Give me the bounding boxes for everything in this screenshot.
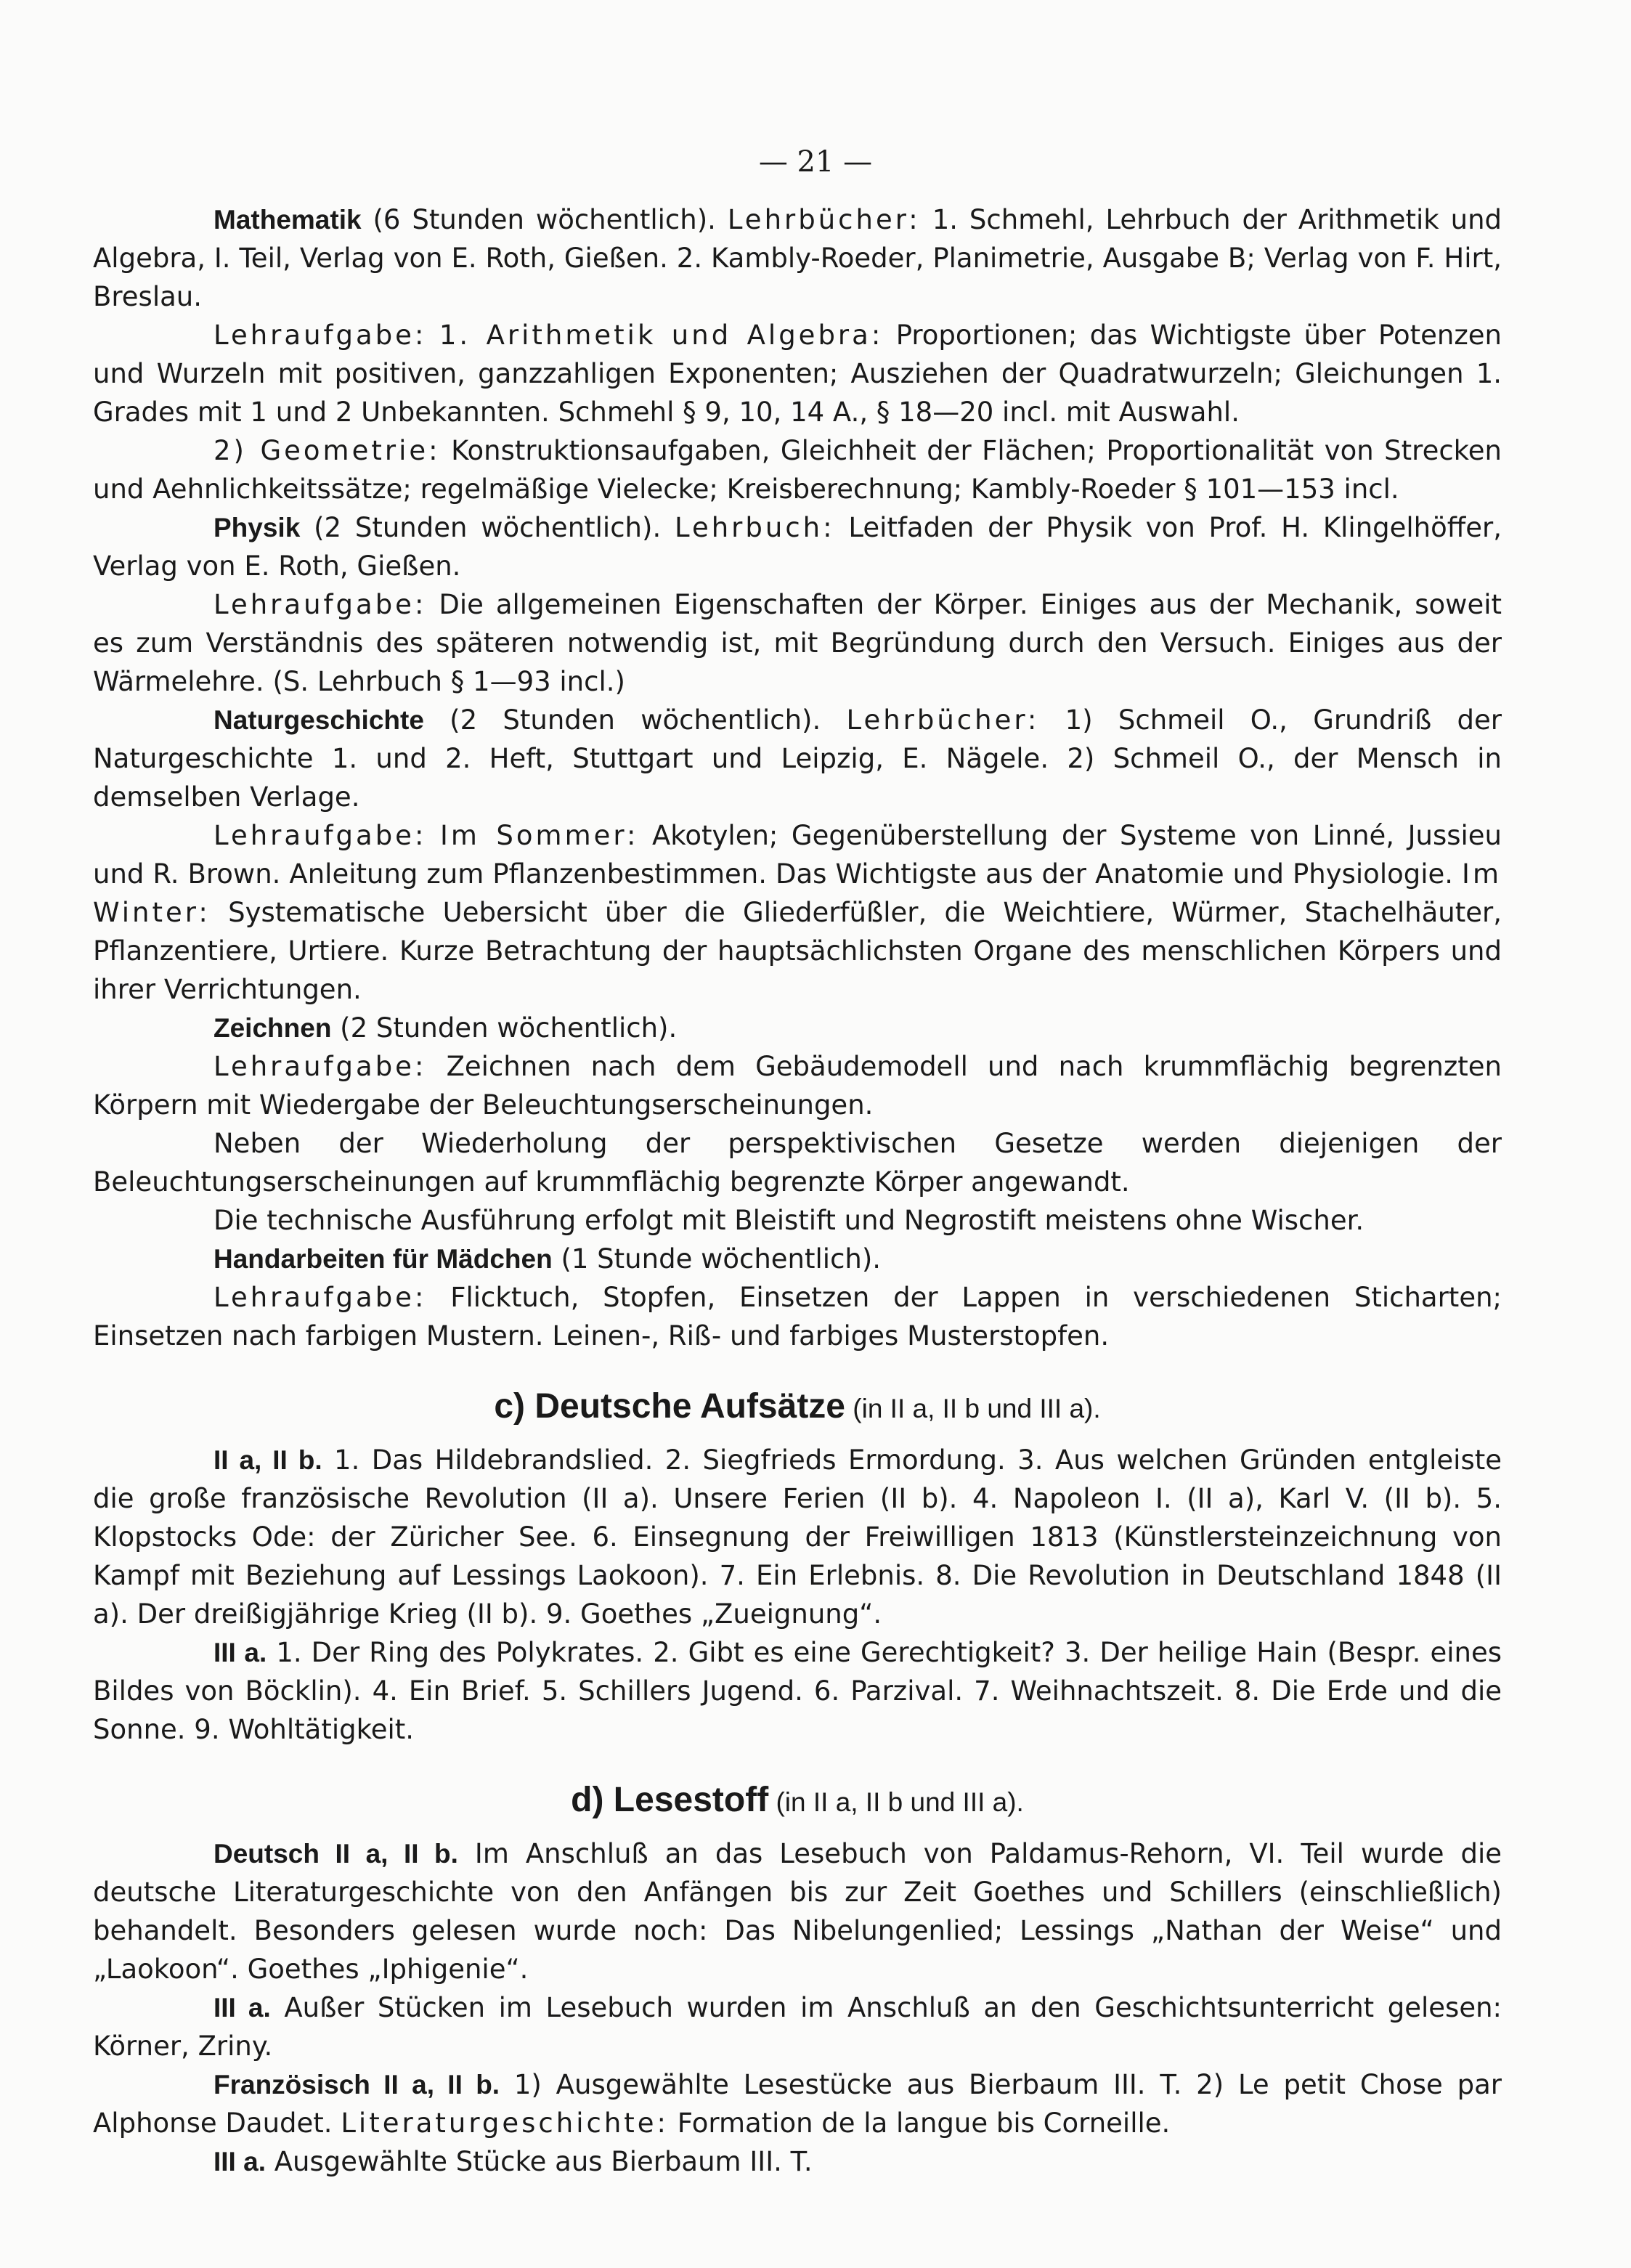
- handarbeiten-lehraufgabe: Lehraufgabe: Flicktuch, Stopfen, Einsetzen der Lappen in verschiedenen Sticharten; Einsetzen nach farbigen Mustern. Leinen-, Riß- und farbiges Musterstopfen.: [93, 1282, 1502, 1352]
- mathematik-geometrie: 2) Geometrie: Konstruktionsaufgaben, Gleichheit der Flächen; Proportionalität von Strecken und Aehnlichkeitssätze; regelmäßige Vielecke; Kreisberechnung; Kambly-Roeder § 101—153 incl.: [93, 435, 1502, 505]
- zeichnen-lehraufgabe: Lehraufgabe: Zeichnen nach dem Gebäudemodell und nach krummflächig begrenzten Körpern mit Wiedergabe der Beleuchtungserscheinungen.: [93, 1051, 1502, 1121]
- aufsaetze-iiia: III a. 1. Der Ring des Polykrates. 2. Gibt es eine Gerechtigkeit? 3. Der heilige Hain (Bespr. eines Bildes von Böcklin). 4. Ein Brief. 5. Schillers Jugend. 6. Parzival. 7. Weihnachtszeit. 8. Die Erde und die Sonne. 9. Wohltätigkeit.: [93, 1637, 1502, 1745]
- physik-lehraufgabe: Lehraufgabe: Die allgemeinen Eigenschaften der Körper. Einiges aus der Mechanik, soweit es zum Verständnis des späteren notwendig ist, mit Begründung durch den Versuch. Einiges aus der Wärmelehre. (S. Lehrbuch § 1—93 incl.): [93, 589, 1502, 697]
- section-heading-lesestoff: d) Lesestoff (in II a, II b und III a).: [571, 1781, 1024, 1819]
- page-number: — 21 —: [758, 145, 873, 179]
- zeichnen-paragraph: Die technische Ausführung erfolgt mit Bleistift und Negrostift meistens ohne Wischer.: [213, 1205, 1364, 1236]
- lesestoff-deutsch: Deutsch II a, II b. Im Anschluß an das Lesebuch von Paldamus-Rehorn, VI. Teil wurde die deutsche Literaturgeschichte von den Anfängen bis zur Zeit Goethes und Schillers (einschließlich) behandelt. Besonders gelesen wurde noch: Das Nibelungenlied; Lessings „Nathan der Weise“ und „Laokoon“. Goethes „Iphigenie“.: [93, 1838, 1502, 1985]
- lesestoff-franzoesisch-iiia: III a. Ausgewählte Stücke aus Bierbaum III. T.: [213, 2146, 813, 2177]
- page-content: [93, 200, 1502, 2181]
- subject-title: Naturgeschichte: [213, 705, 424, 735]
- subject-title: Physik: [213, 513, 301, 542]
- physik-header: Physik (2 Stunden wöchentlich). Lehrbuch: Leitfaden der Physik von Prof. H. Klingelhöffer, Verlag von E. Roth, Gießen.: [93, 512, 1502, 582]
- lesestoff-franzoesisch: Französisch II a, II b. 1) Ausgewählte Lesestücke aus Bierbaum III. T. 2) Le petit Chose par Alphonse Daudet. Literaturgeschichte: Formation de la langue bis Corneille.: [93, 2069, 1502, 2139]
- subject-title: Zeichnen: [213, 1013, 332, 1043]
- aufsaetze-iia: II a, II b. 1. Das Hildebrandslied. 2. Siegfrieds Ermordung. 3. Aus welchen Gründen entgleiste die große französische Revolution (II a). Unsere Ferien (II b). 4. Napoleon I. (II a), Karl V. (II b). 5. Klopstocks Ode: der Züricher See. 6. Einsegnung der Freiwilligen 1813 (Künstlersteinzeichnung von Kampf mit Beziehung auf Lessings Laokoon). 7. Ein Erlebnis. 8. Die Revolution in Deutschland 1848 (II a). Der dreißigjährige Krieg (II b). 9. Goethes „Zueignung“.: [93, 1444, 1502, 1630]
- section-heading-aufsaetze: c) Deutsche Aufsätze (in II a, II b und III a).: [494, 1387, 1101, 1426]
- subject-title: Handarbeiten für Mädchen: [213, 1244, 553, 1274]
- zeichnen-paragraph: Neben der Wiederholung der perspektivischen Gesetze werden diejenigen der Beleuchtungserscheinungen auf krummflächig begrenzte Körper angewandt.: [93, 1128, 1502, 1198]
- label: Lehrbücher:: [727, 204, 921, 235]
- mathematik-header: Mathematik (6 Stunden wöchentlich). Lehrbücher: 1. Schmehl, Lehrbuch der Arithmetik und Algebra, I. Teil, Verlag von E. Roth, Gießen. 2. Kambly-Roeder, Planimetrie, Ausgabe B; Verlag von F. Hirt, Breslau.: [93, 204, 1502, 312]
- mathematik-arithmetik: Lehraufgabe: 1. Arithmetik und Algebra: Proportionen; das Wichtigste über Potenzen und Wurzeln mit positiven, ganzzahligen Exponenten; Ausziehen der Quadratwurzeln; Gleichungen 1. Grades mit 1 und 2 Unbekannten. Schmehl § 9, 10, 14 A., § 18—20 incl. mit Auswahl.: [93, 320, 1502, 428]
- subject-title: Mathematik: [213, 205, 362, 235]
- lesestoff-deutsch-iiia: III a. Außer Stücken im Lesebuch wurden im Anschluß an den Geschichtsunterricht gelesen: Körner, Zriny.: [93, 1992, 1502, 2062]
- naturgeschichte-header: Naturgeschichte (2 Stunden wöchentlich). Lehrbücher: 1) Schmeil O., Grundriß der Naturgeschichte 1. und 2. Heft, Stuttgart und Leipzig, E. Nägele. 2) Schmeil O., der Mensch in demselben Verlage.: [93, 704, 1502, 813]
- naturgeschichte-lehraufgabe: Lehraufgabe: Im Sommer: Akotylen; Gegenüberstellung der Systeme von Linné, Jussieu und R. Brown. Anleitung zum Pflanzenbestimmen. Das Wichtigste aus der Anatomie und Physiologie. Im Winter: Systematische Uebersicht über die Gliederfüßler, die Weichtiere, Würmer, Stachelhäuter, Pflanzentiere, Urtiere. Kurze Betrachtung der hauptsächlichsten Organe des menschlichen Körpers und ihrer Verrichtungen.: [93, 820, 1502, 1005]
- zeichnen-header: Zeichnen (2 Stunden wöchentlich).: [213, 1012, 678, 1044]
- handarbeiten-header: Handarbeiten für Mädchen (1 Stunde wöchentlich).: [213, 1243, 882, 1275]
